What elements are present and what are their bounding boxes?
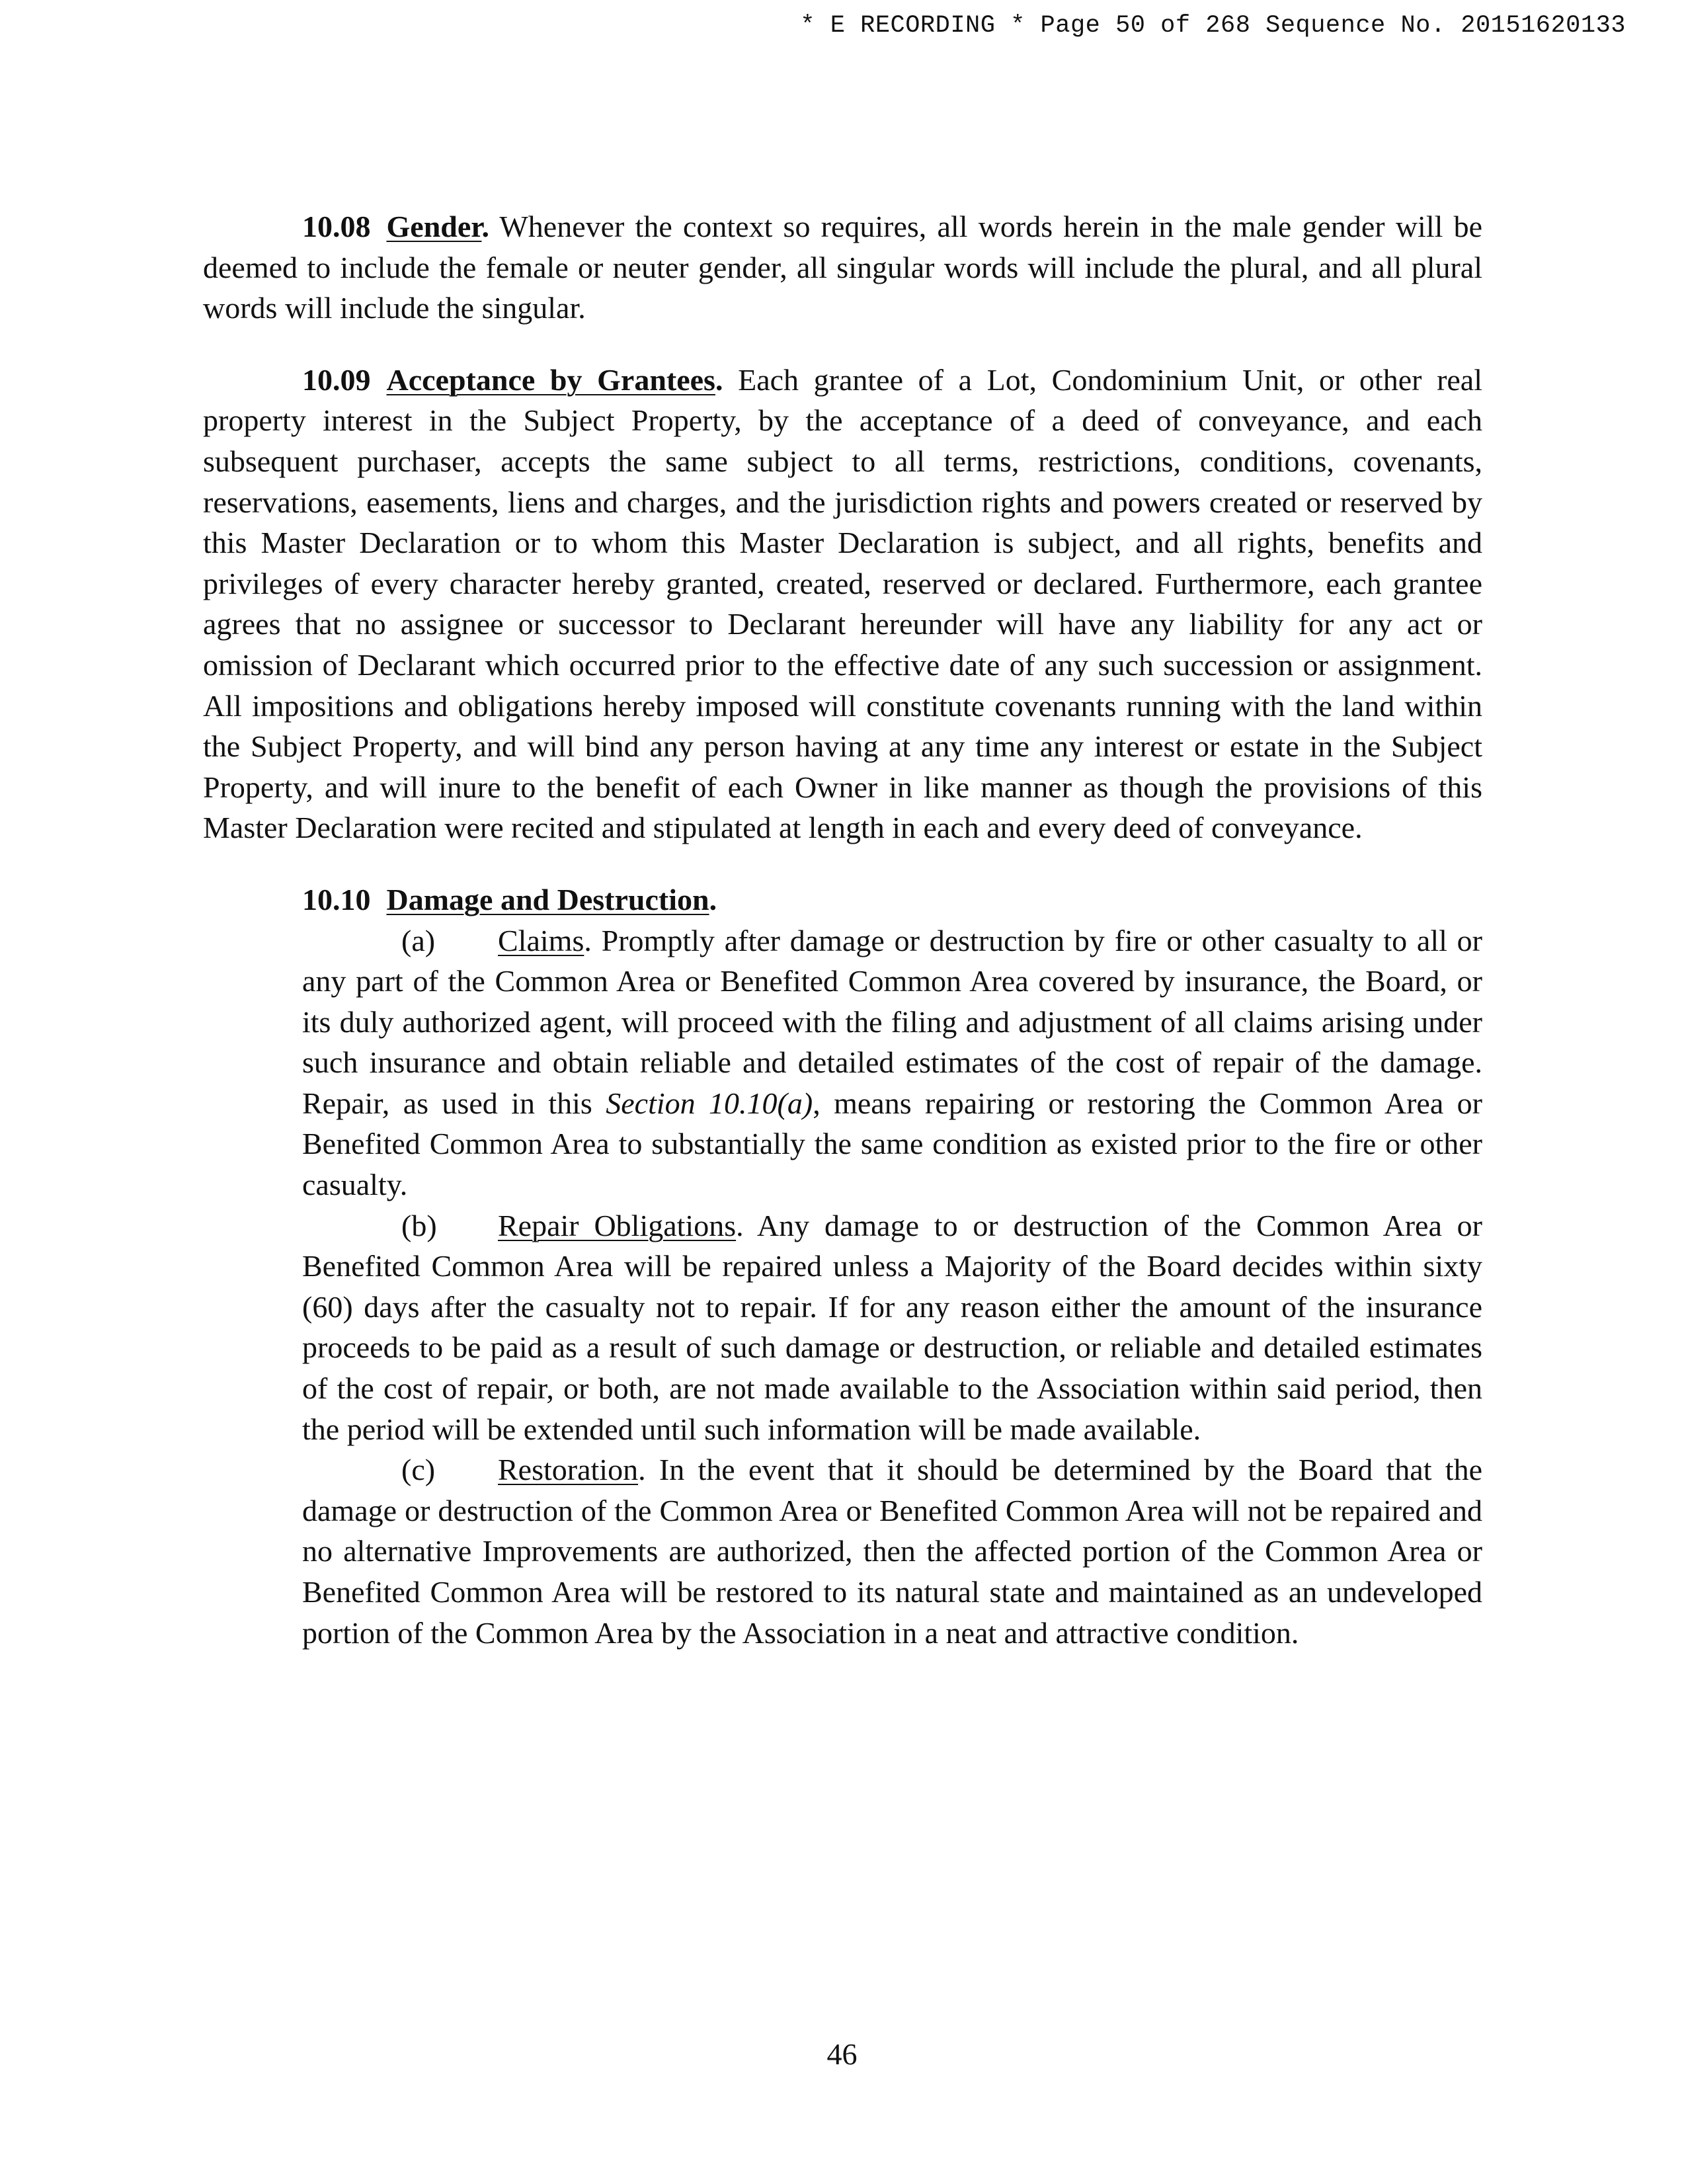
subsection-label: (a) — [401, 923, 436, 957]
section-body: Each grantee of a Lot, Condominium Unit, or other real property interest in the Subject Property, by the acceptance of a deed of conveyance, and each subsequent purchaser, accepts the same subject to all terms, restrictions, conditions, covenants, reservations, easements, liens and charges, and the jurisdiction rights and powers created or reserved by this Master Declaration or to whom this Master Declaration is subject, and all rights, benefits and privileges of every character hereby granted, created, reserved or declared. Furthermore, each grantee agrees that no assignee or successor to Declarant hereunder will have any liability for any act or omission of Declarant which occurred prior to the effective date of any such succession or assignment. All impositions and obligations hereby imposed will constitute covenants running with the land within the Subject Property, and will bind any person having at any time any interest or estate in the Subject Property, and will inure to the benefit of each Owner in like manner as though the provisions of this Master Declaration were recited and stipulated at length in each and every deed of conveyance. — [203, 362, 1483, 845]
subsection-a: (a) Claims. Promptly after damage or destruction by fire or other casualty to all or any part of the Common Area or Benefited Common Area covered by insurance, the Board, or its duly authorized agent, will proceed with the filing and adjustment of all claims arising under such insurance and obtain reliable and detailed estimates of the cost of repair of the damage. Repair, as used in this Section 10.10(a), means repairing or restoring the Common Area or Benefited Common Area to substantially the same condition as existed prior to the fire or other casualty. — [302, 920, 1482, 1205]
subsection-label: (c) — [401, 1453, 436, 1487]
subsection-body: Any damage to or destruction of the Common Area or Benefited Common Area will be repaired unless a Majority of the Board decides within sixty (60) days after the casualty not to repair. If for any reason either the amount of the insurance proceeds to be paid as a result of such damage or destruction, or reliable and detailed estimates of the cost of repair, or both, are not made available to the Association within said period, then the period will be extended until such information will be made available. — [302, 1208, 1483, 1446]
section-number: 10.08 — [302, 210, 371, 243]
section-title: Acceptance by Grantees — [386, 362, 715, 397]
subsection-b: (b) Repair Obligations. Any damage to or destruction of the Common Area or Benefited Common Area will be repaired unless a Majority of the Board decides within sixty (60) days after the casualty not to repair. If for any reason either the amount of the insurance proceeds to be paid as a result of such damage or destruction, or reliable and detailed estimates of the cost of repair, or both, are not made available to the Association within said period, then the period will be extended until such information will be made available. — [302, 1205, 1482, 1450]
subsection-title: Repair Obligations — [498, 1208, 737, 1242]
recording-header: * E RECORDING * Page 50 of 268 Sequence No. 20151620133 — [800, 12, 1626, 40]
subsection-title: Claims — [498, 923, 584, 957]
document-body — [203, 206, 1482, 1653]
section-reference: Section 10.10(a) — [606, 1086, 813, 1120]
subsection-body: Promptly after damage or destruction by fire or other casualty to all or any part of the Common Area or Benefited Common Area covered by insurance, the Board, or its duly authorized agent, will proceed with the filing and adjustment of all claims arising under such insurance and obtain reliable and detailed estimates of the cost of repair of the damage. Repair, as used in this — [302, 923, 1482, 1120]
section-10-09: 10.09 Acceptance by Grantees. Each grantee of a Lot, Condominium Unit, or other real property interest in the Subject Property, by the acceptance of a deed of conveyance, and each subsequent purchaser, accepts the same subject to all terms, restrictions, conditions, covenants, reservations, easements, liens and charges, and the jurisdiction rights and powers created or reserved by this Master Declaration or to whom this Master Declaration is subject, and all rights, benefits and privileges of every character hereby granted, created, reserved or declared. Furthermore, each grantee agrees that no assignee or successor to Declarant hereunder will have any liability for any act or omission of Declarant which occurred prior to the effective date of any such succession or assignment. All impositions and obligations hereby imposed will constitute covenants running with the land within the Subject Property, and will bind any person having at any time any interest or estate in the Subject Property, and will inure to the benefit of each Owner in like manner as though the provisions of this Master Declaration were recited and stipulated at length in each and every deed of conveyance. — [203, 362, 1483, 845]
subsection-c: (c) Restoration. In the event that it should be determined by the Board that the damage or destruction of the Common Area or Benefited Common Area will not be repaired and no alternative Improvements are authorized, then the affected portion of the Common Area or Benefited Common Area will be restored to its natural state and maintained as an undeveloped portion of the Common Area by the Association in a neat and attractive condition. — [302, 1449, 1482, 1653]
subsection-body: In the event that it should be determined by the Board that the damage or destruction of the Common Area or Benefited Common Area will not be repaired and no alternative Improvements are authorized, then the affected portion of the Common Area or Benefited Common Area will be restored to its natural state and maintained as an undeveloped portion of the Common Area by the Association in a neat and attractive condition. — [302, 1453, 1483, 1650]
subsection-title: Restoration — [498, 1453, 639, 1487]
subsection-label: (b) — [401, 1208, 437, 1242]
section-number: 10.10 — [302, 882, 371, 916]
page-number: 46 — [826, 2037, 858, 2071]
section-10-10: 10.10 Damage and Destruction. — [302, 882, 717, 916]
section-10-08: 10.08 Gender. Whenever the context so requires, all words herein in the male gender will be deemed to include the female or neuter gender, all singular words will include the plural, and all plural words will include the singular. — [203, 210, 1482, 325]
section-number: 10.09 — [302, 362, 371, 397]
section-title: Damage and Destruction — [386, 882, 709, 916]
section-body: Whenever the context so requires, all words herein in the male gender will be deemed to include the female or neuter gender, all singular words will include the plural, and all plural words will include the singular. — [203, 210, 1482, 325]
subsection-body-cont: , means repairing or restoring the Common Area or Benefited Common Area to substantially the same condition as existed prior to the fire or other casualty. — [302, 1086, 1482, 1202]
section-title: Gender — [386, 210, 482, 243]
